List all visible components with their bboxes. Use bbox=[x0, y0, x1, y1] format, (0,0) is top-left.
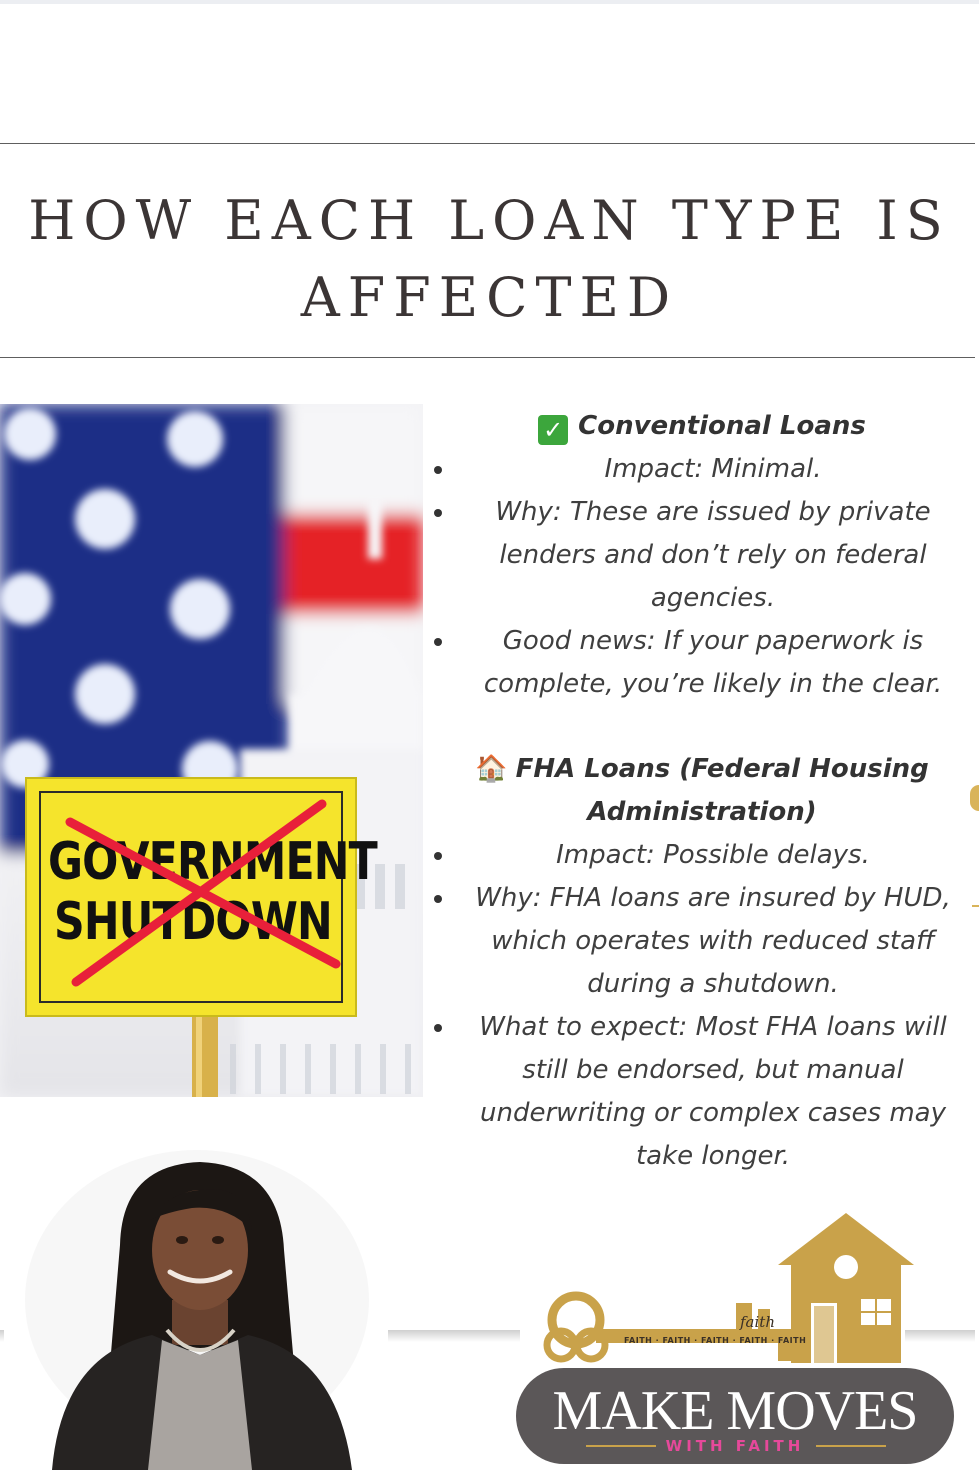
divider-line-mid bbox=[388, 1330, 520, 1342]
fha-loans-list bbox=[428, 834, 976, 1178]
house-key-logo-icon bbox=[516, 1205, 956, 1375]
divider-line-left bbox=[0, 1330, 4, 1342]
faith-script: faith bbox=[740, 1313, 775, 1331]
edge-tick bbox=[972, 905, 979, 907]
logo-main-text: MAKE MOVES bbox=[552, 1380, 918, 1442]
list-item: Impact: Possible delays. bbox=[428, 834, 976, 877]
list-item: Impact: Minimal. bbox=[428, 448, 976, 491]
sign-line-government: GOVERNMENT bbox=[48, 832, 377, 892]
conventional-loans-list bbox=[428, 448, 976, 706]
list-item: Why: FHA loans are insured by HUD, which operates with reduced staff during a shutdown. bbox=[428, 877, 976, 1006]
loan-types-content bbox=[428, 405, 976, 1178]
house-icon: 🏠 bbox=[475, 754, 508, 784]
page-title: HOW EACH LOAN TYPE IS AFFECTED bbox=[28, 189, 951, 329]
top-strip bbox=[0, 0, 979, 4]
fha-loans-heading: 🏠 FHA Loans (Federal Housing Administration) bbox=[475, 754, 929, 827]
government-shutdown-photo bbox=[0, 404, 423, 1097]
red-cross-mark bbox=[0, 404, 423, 1097]
list-item: What to expect: Most FHA loans will still be endorsed, but manual underwriting or complex cases may take longer. bbox=[428, 1006, 976, 1178]
top-divider bbox=[0, 143, 975, 144]
make-moves-with-faith-logo bbox=[516, 1205, 956, 1470]
check-mark-icon: ✓ bbox=[538, 415, 568, 445]
sign-line-shutdown: SHUTDOWN bbox=[54, 892, 332, 952]
logo-sub-text: WITH FAITH bbox=[665, 1437, 805, 1455]
faith-band: FAITH · FAITH · FAITH · FAITH · FAITH bbox=[624, 1336, 807, 1345]
agent-portrait bbox=[22, 1150, 372, 1470]
conventional-loans-heading: ✓ Conventional Loans bbox=[428, 405, 976, 448]
list-item: Good news: If your paperwork is complete, you’re likely in the clear. bbox=[428, 620, 976, 706]
list-item: Why: These are issued by private lenders and don’t rely on federal agencies. bbox=[428, 491, 976, 620]
edge-decoration bbox=[970, 785, 979, 811]
title-divider bbox=[0, 357, 975, 358]
